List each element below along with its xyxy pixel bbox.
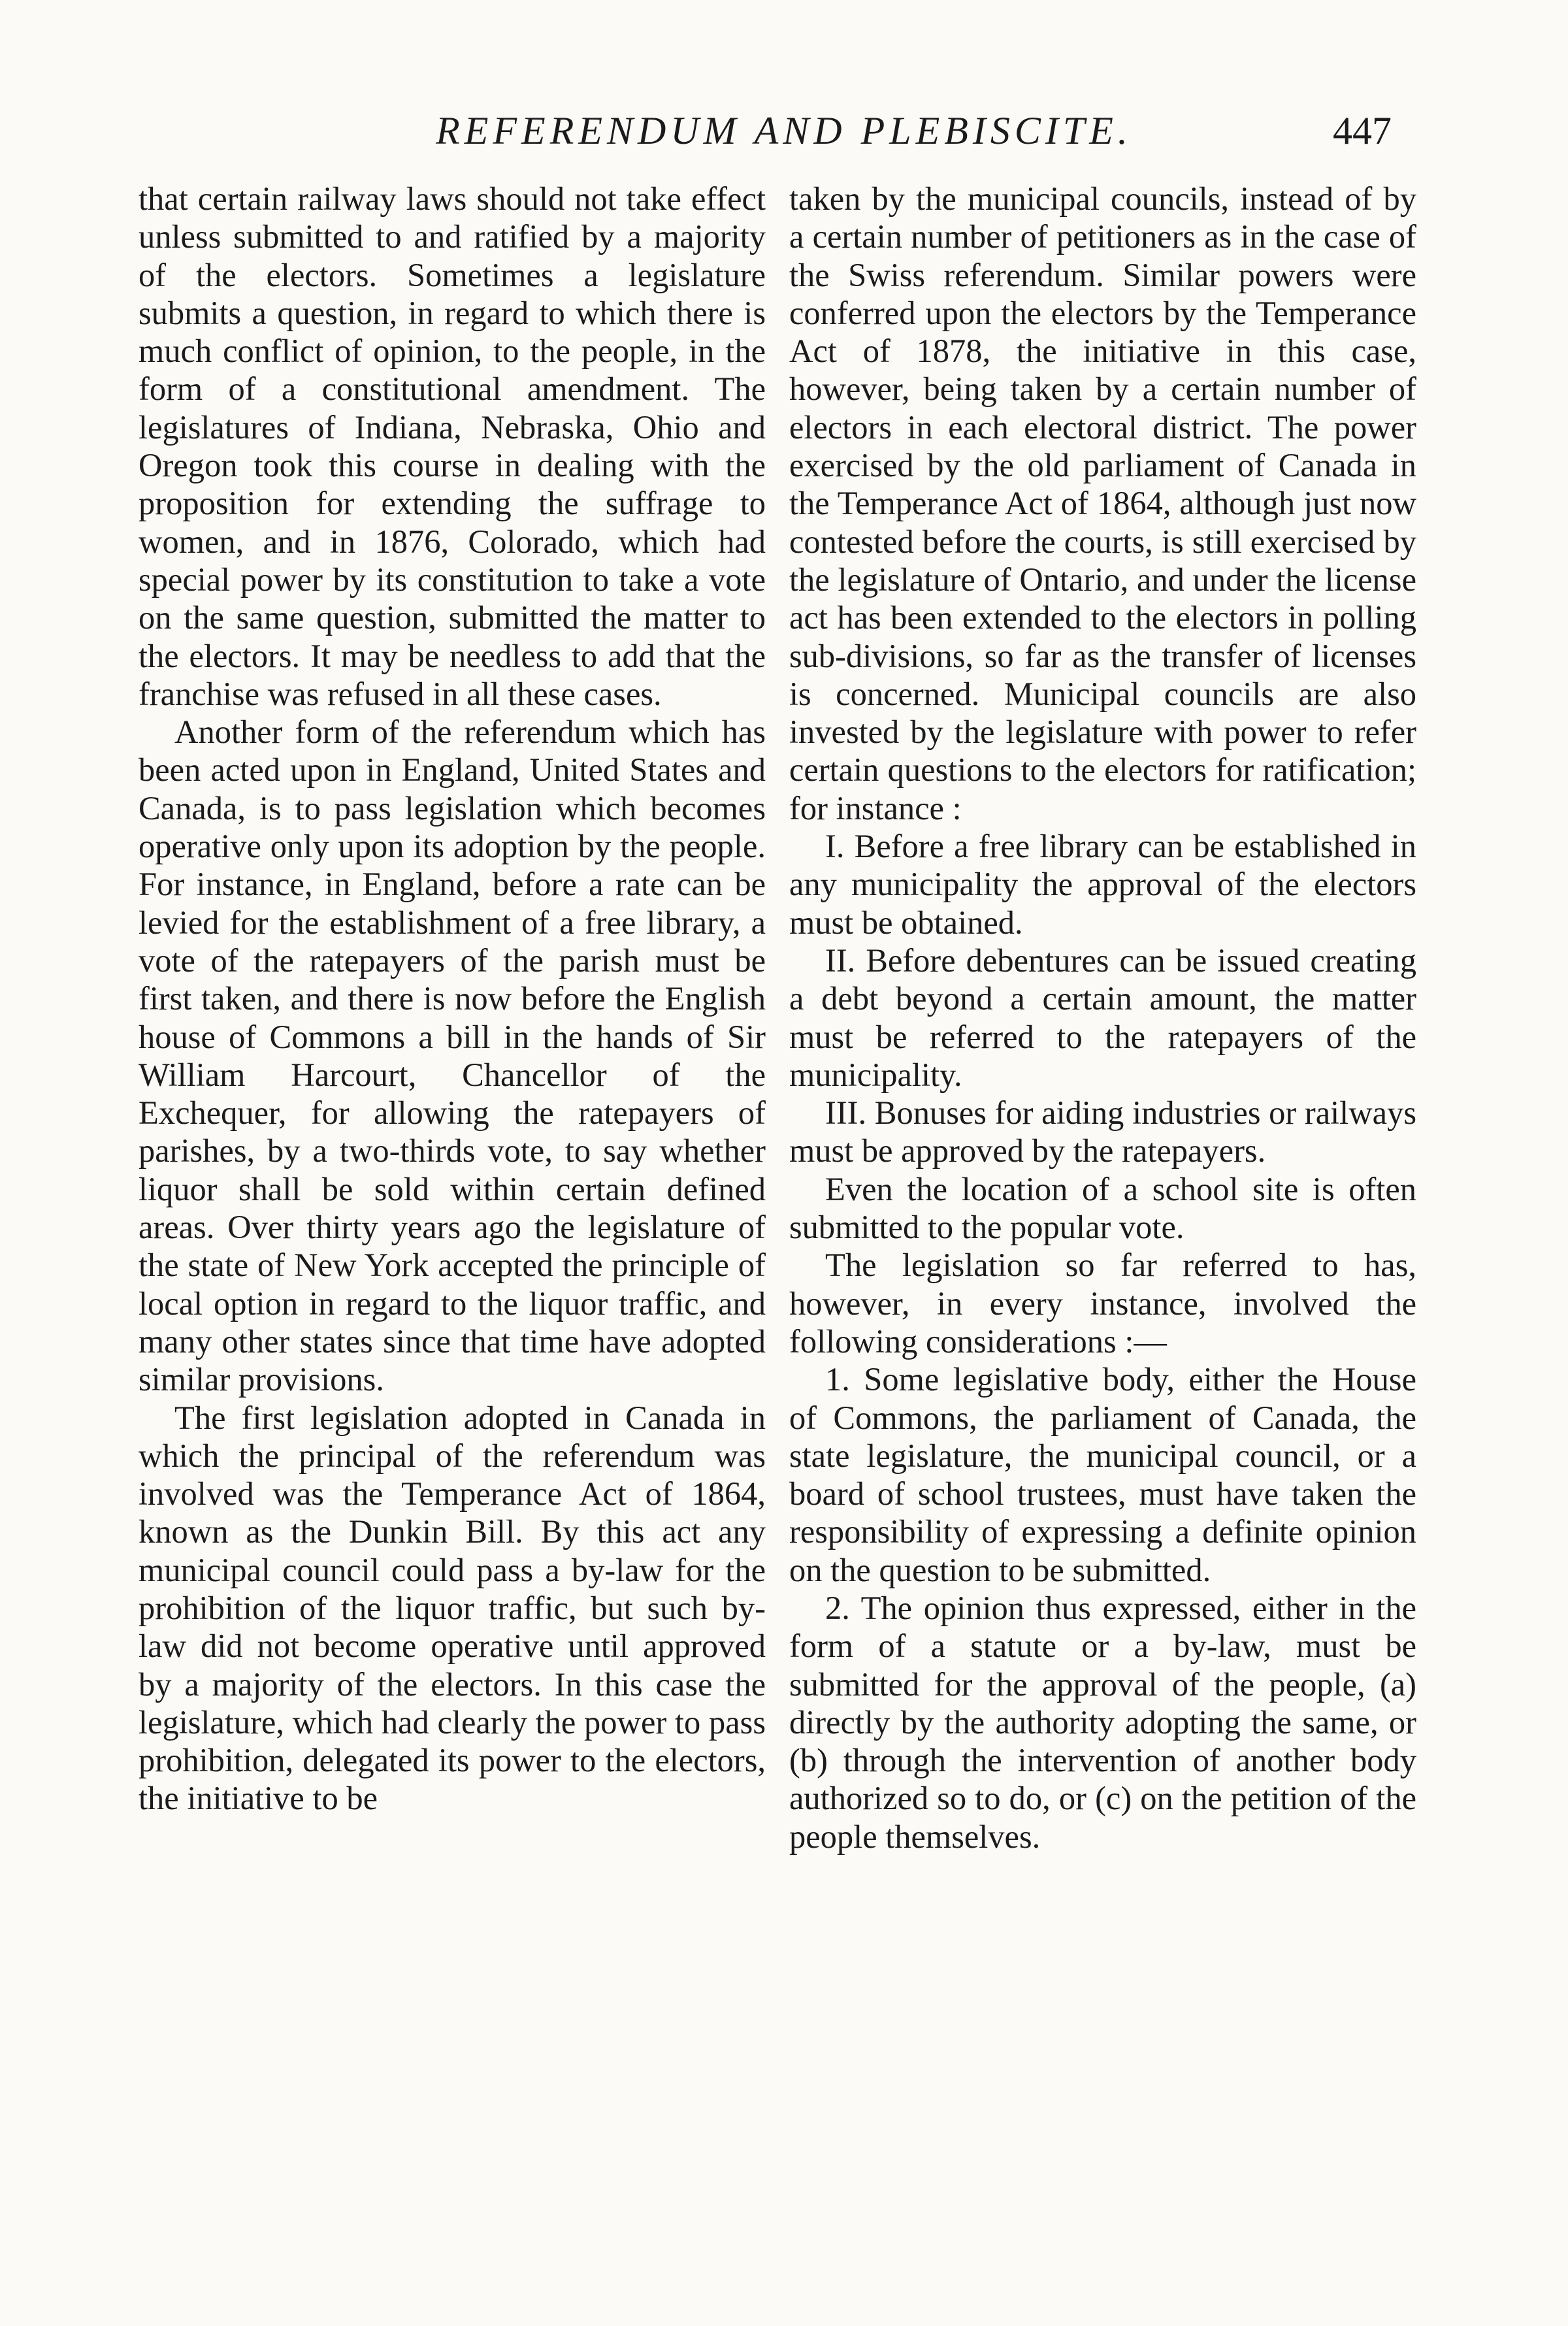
paragraph: Another form of the referendum which has been acted upon in England, United States and Canada, is to pass legislation which becomes operative only upon its adoption by the people. For instance, in England, before a rate can be levied for the establishment of a free library, a vote of the ratepayers of the parish must be first taken, and there is now before the English house of Commons a bill in the hands of Sir William Harcourt, Chancellor of the Exchequer, for allowing the ratepayers of parishes, by a two-thirds vote, to say whether liquor shall be sold within certain defined areas. Over thirty years ago the legislature of the state of New York accepted the principle of local option in regard to the liquor traffic, and many other states since that time have adopted similar provisions.	[139, 713, 766, 1398]
list-item: III. Bonuses for aiding industries or railways must be approved by the ratepayers.	[789, 1094, 1416, 1170]
list-item: 1. Some legislative body, either the House of Commons, the parliament of Canada, the state legislature, the municipal council, or a board of school trustees, must have taken the responsibility of expressing a definite opinion on the question to be submitted.	[789, 1361, 1416, 1588]
list-item: 2. The opinion thus expressed, either in the form of a statute or a by-law, must be submitted for the approval of the people, (a) directly by the authority adopting the same, or (b) through the intervention of another body authorized so to do, or (c) on the petition of the people themselves.	[789, 1589, 1416, 1855]
paragraph-continued: that certain railway laws should not take effect unless submitted to and ratified by a majority of the electors. Sometimes a legislature submits a question, in regard to which there is much conflict of opinion, to the people, in the form of a constitutional amendment. The legislatures of Indiana, Nebraska, Ohio and Oregon took this course in dealing with the proposition for extending the suffrage to women, and in 1876, Colorado, which had special power by its constitution to take a vote on the same question, submitted the matter to the electors. It may be needless to add that the franchise was refused in all these cases.	[139, 180, 766, 712]
left-column	[139, 180, 766, 1818]
paragraph: The first legislation adopted in Canada in which the principal of the referendum was involved was the Temperance Act of 1864, known as the Dunkin Bill. By this act any municipal council could pass a by-law for the prohibition of the liquor traffic, but such by-law did not become operative until approved by a majority of the electors. In this case the legislature, which had clearly the power to pass prohibition, delegated its power to the electors, the initiative to be	[139, 1399, 766, 1817]
paragraph: The legislation so far referred to has, however, in every instance, involved the following considerations :—	[789, 1247, 1416, 1360]
running-head	[0, 105, 1568, 157]
list-item: II. Before debentures can be issued creating a debt beyond a certain amount, the matter must be referred to the ratepayers of the municipality.	[789, 942, 1416, 1093]
page-number: 447	[1333, 109, 1392, 152]
running-title: REFERENDUM AND PLEBISCITE.	[436, 109, 1132, 152]
paragraph: Even the location of a school site is often submitted to the popular vote.	[789, 1170, 1416, 1246]
paragraph-continued: taken by the municipal councils, instead of by a certain number of petitioners as in the case of the Swiss referendum. Similar powers were conferred upon the electors by the Temperance Act of 1878, the initiative in this case, however, being taken by a certain number of electors in each electoral district. The power exercised by the old parliament of Canada in the Temperance Act of 1864, although just now contested before the courts, is still exercised by the legislature of Ontario, and under the license act has been extended to the electors in polling sub-divisions, so far as the transfer of licenses is concerned. Municipal councils are also invested by the legislature with power to refer certain questions to the electors for ratification; for instance :	[789, 180, 1416, 827]
list-item: I. Before a free library can be established in any municipality the approval of the electors must be obtained.	[789, 828, 1416, 941]
right-column	[789, 180, 1416, 1856]
